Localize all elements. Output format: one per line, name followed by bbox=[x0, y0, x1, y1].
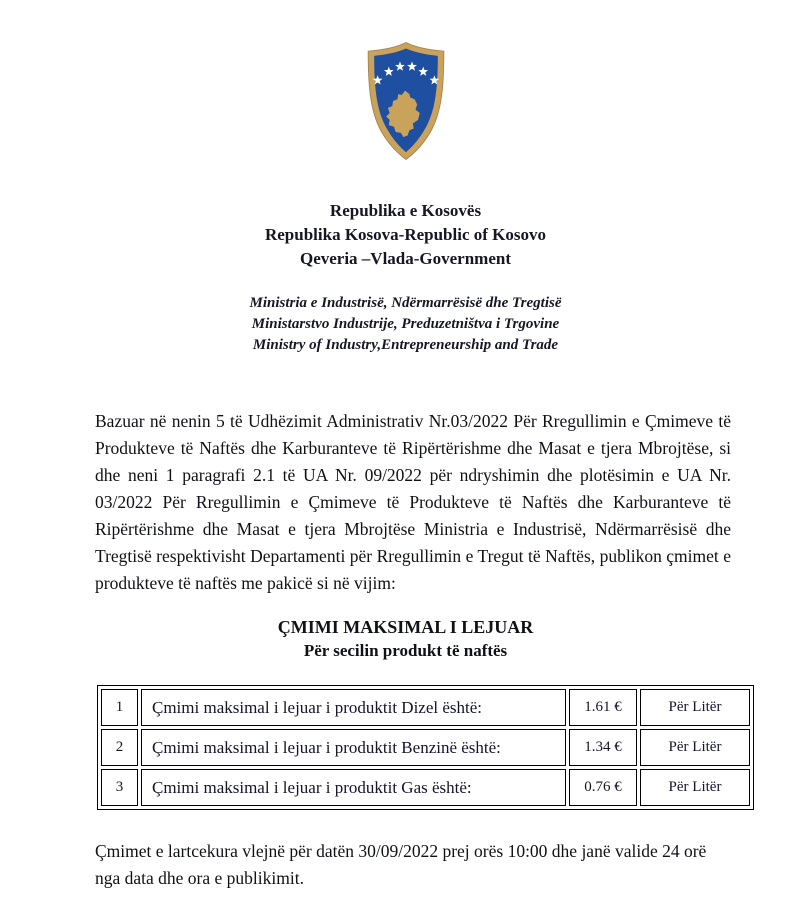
table-row-benzine bbox=[101, 729, 750, 766]
republic-title-sq: Republika e Kosovës bbox=[329, 201, 482, 220]
kosovo-coat-of-arms-icon bbox=[363, 40, 449, 162]
intro-paragraph: Bazuar në nenin 5 të Udhëzimit Administrativ Nr.03/2022 Për Rregullimin e Çmimeve të Produkteve të Naftës dhe Karburanteve të Ripërtërishme dhe Masat e tjera Mbrojtëse, si dhe neni 1 paragrafi 2.1 të UA Nr. 09/2022 për ndryshimin dhe plotësimin e UA Nr. 03/2022 Për Rregullimin e Çmimeve të Produkteve të Naftës dhe Karburanteve të Ripërtërishme dhe Masat e tjera Mbrojtëse Ministria e Industrisë, Ndërmarrësisë dhe Tregtisë respektivisht Departamenti për Rregullimin e Tregut të Naftës, publikon çmimet e produkteve të naftës me pakicë si në vijim: bbox=[95, 411, 731, 593]
republic-title-multilingual: Republika Kosova-Republic of Kosovo bbox=[264, 225, 546, 244]
row-number: 1 bbox=[101, 689, 138, 726]
table-row-gas bbox=[101, 769, 750, 806]
ministry-header bbox=[0, 293, 811, 356]
row-number: 3 bbox=[101, 769, 138, 806]
price-unit: Për Litër bbox=[640, 689, 750, 726]
fuel-price-table bbox=[97, 685, 754, 810]
product-price: 1.34 € bbox=[569, 729, 637, 766]
ministry-title-en: Ministry of Industry,Entrepreneurship and Trade bbox=[252, 337, 559, 353]
product-description: Çmimi maksimal i lejuar i produktit Dizel është: bbox=[141, 689, 566, 726]
government-title: Qeveria –Vlada-Government bbox=[299, 249, 512, 268]
product-price: 1.61 € bbox=[569, 689, 637, 726]
price-section-title: ÇMIMI MAKSIMAL I LEJUAR bbox=[277, 617, 534, 637]
price-unit: Për Litër bbox=[640, 729, 750, 766]
product-description: Çmimi maksimal i lejuar i produktit Benzinë është: bbox=[141, 729, 566, 766]
row-number: 2 bbox=[101, 729, 138, 766]
product-description: Çmimi maksimal i lejuar i produktit Gas është: bbox=[141, 769, 566, 806]
government-header bbox=[0, 199, 811, 271]
ministry-title-sq: Ministria e Industrisë, Ndërmarrësisë dhe Tregtisë bbox=[249, 295, 562, 311]
product-price: 0.76 € bbox=[569, 769, 637, 806]
ministry-title-sr: Ministarstvo Industrije, Preduzetništva i Trgovine bbox=[251, 316, 560, 332]
emblem-container bbox=[0, 0, 811, 167]
table-row-dizel bbox=[101, 689, 750, 726]
validity-note: Çmimet e lartcekura vlejnë për datën 30/09/2022 prej orës 10:00 dhe janë valide 24 orë nga data dhe ora e publikimit. bbox=[95, 841, 707, 888]
price-section-subtitle: Për secilin produkt të naftës bbox=[303, 641, 508, 660]
price-unit: Për Litër bbox=[640, 769, 750, 806]
